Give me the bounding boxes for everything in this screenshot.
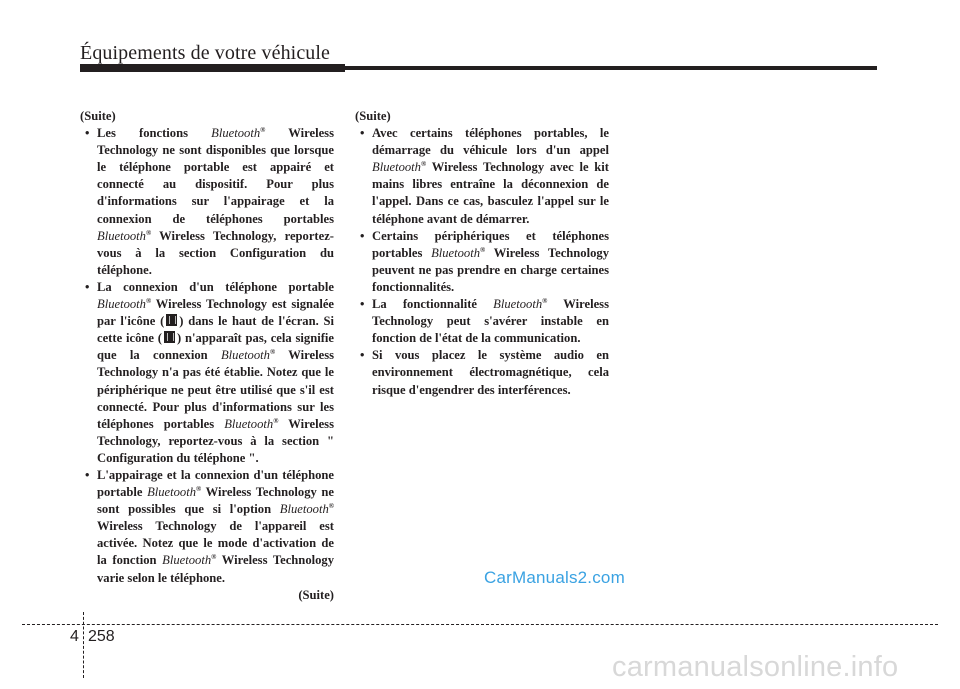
bluetooth-connected-icon xyxy=(166,314,177,326)
text-segment: Wireless Technology avec le kit mains libres entraîne la déconnexion de l'appel. Dans ce cas, basculez l'appel sur le téléphone avant de démarrer. xyxy=(372,160,609,226)
text-segment: Wireless Technology, reportez-vous à la section " Configuration du téléphone ". xyxy=(97,416,334,465)
text-segment: Wireless Technology n'a pas été établie. Notez que le périphérique ne peut être utilisé que s'il est connecté. Pour plus d'informations sur les téléphones portables xyxy=(97,348,334,431)
brand-name: Bluetooth xyxy=(97,297,146,312)
text-segment: Certains périphériques et téléphones portables xyxy=(372,228,609,260)
brand-name: Bluetooth xyxy=(224,416,274,431)
text-segment: La connexion d'un téléphone portable xyxy=(97,279,334,294)
registered-mark: ® xyxy=(328,501,334,510)
list-item xyxy=(355,296,609,347)
brand-name: Bluetooth xyxy=(147,485,197,500)
footer-divider xyxy=(83,612,84,678)
registered-mark: ® xyxy=(196,484,202,493)
text-segment: L'appairage et la connexion d'un téléphone portable xyxy=(97,467,334,500)
list-item xyxy=(80,467,334,587)
page-number: 258 xyxy=(88,628,115,645)
text-segment: Wireless Technology varie selon le téléphone. xyxy=(97,553,335,585)
suite-continued: (Suite) xyxy=(298,587,334,602)
brand-name: Bluetooth xyxy=(220,348,270,363)
brand-name: Bluetooth xyxy=(211,126,261,141)
registered-mark: ® xyxy=(145,296,152,305)
text-segment: Wireless Technology ne sont possibles que si l'option xyxy=(97,485,334,517)
brand-name: Bluetooth xyxy=(372,160,421,175)
suite-heading: (Suite) xyxy=(355,109,391,123)
brand-name: Bluetooth xyxy=(431,245,481,260)
list-item xyxy=(80,125,334,279)
brand-name: Bluetooth xyxy=(493,297,543,312)
right-column xyxy=(355,108,609,399)
text-segment: Wireless Technology peut s'avérer instable en fonction de l'état de la communication. xyxy=(372,297,609,346)
brand-name: Bluetooth xyxy=(162,553,212,568)
site-watermark: carmanualsonline.info xyxy=(612,651,899,683)
list-item xyxy=(355,347,609,398)
text-segment: Wireless Technology ne sont disponibles que lorsque le téléphone portable est appairé et connecté au dispositif. Pour plus d'informations sur l'appairage et la connexion de téléphones portables xyxy=(97,126,334,226)
list-item xyxy=(80,279,334,467)
list-item xyxy=(355,228,609,296)
registered-mark: ® xyxy=(480,245,486,254)
footer-rule xyxy=(22,624,938,625)
watermark-link[interactable]: CarManuals2.com xyxy=(484,568,625,587)
left-column xyxy=(80,108,334,604)
text-segment: Wireless Technology peuvent ne pas prendre en charge certaines fonctionnalités. xyxy=(372,245,609,294)
registered-mark: ® xyxy=(420,160,427,169)
registered-mark: ® xyxy=(145,228,152,237)
text-segment: Wireless Technology est signalée par l'icône ( xyxy=(97,297,334,329)
bluetooth-connected-icon xyxy=(164,331,175,343)
suite-heading: (Suite) xyxy=(80,109,116,123)
registered-mark: ® xyxy=(260,125,266,134)
text-segment: Avec certains téléphones portables, le démarrage du véhicule lors d'un appel xyxy=(372,126,609,158)
text-segment: ) n'apparaît pas, cela signifie que la connexion xyxy=(97,331,334,363)
text-segment: Wireless Technology, reportez-vous à la section Configuration du téléphone. xyxy=(97,228,334,277)
text-segment: ) dans le haut de l'écran. Si cette icône ( xyxy=(97,314,334,346)
registered-mark: ® xyxy=(273,416,279,425)
registered-mark: ® xyxy=(211,553,217,562)
chapter-number: 4 xyxy=(70,628,79,645)
text-segment: Si vous placez le système audio en environnement électromagnétique, cela risque d'engendrer des interférences. xyxy=(372,348,609,397)
list-item xyxy=(355,125,609,228)
text-segment: La fonctionnalité xyxy=(372,297,494,312)
registered-mark: ® xyxy=(269,348,276,357)
header-rule-accent xyxy=(80,64,345,72)
brand-name: Bluetooth xyxy=(97,228,146,243)
text-segment: Les fonctions xyxy=(97,126,212,141)
brand-name: Bluetooth xyxy=(279,502,329,517)
text-segment: Wireless Technology de l'appareil est activée. Notez que le mode d'activation de la fonction xyxy=(97,519,334,568)
registered-mark: ® xyxy=(542,296,548,305)
page-header-title: Équipements de votre véhicule xyxy=(80,42,331,64)
